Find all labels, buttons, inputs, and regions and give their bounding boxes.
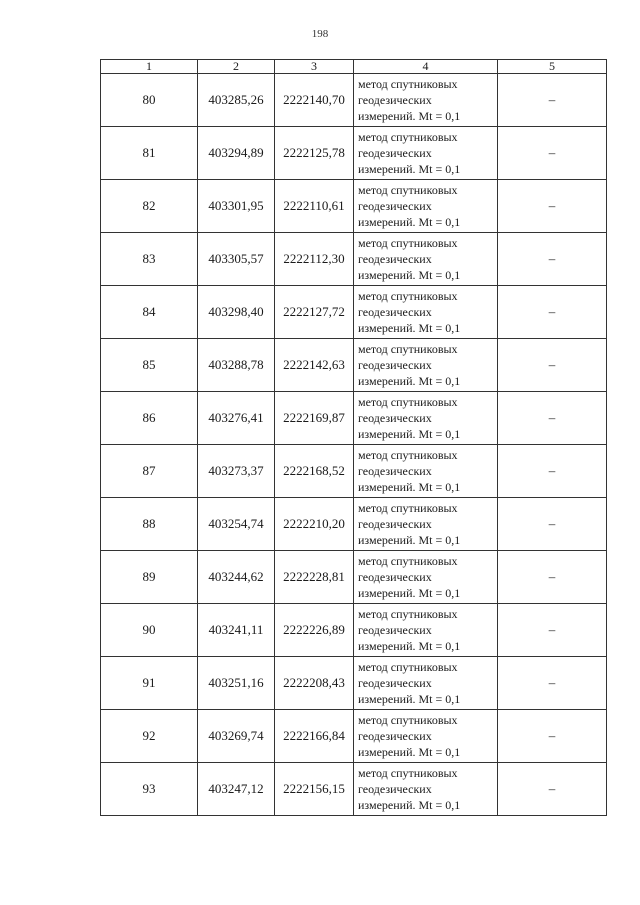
table-row: [101, 551, 607, 604]
y-coordinate: 2222142,63: [283, 357, 345, 372]
y-coordinate-cell: [275, 74, 354, 127]
x-coordinate: 403247,12: [208, 781, 264, 796]
table-row: [101, 286, 607, 339]
x-coordinate-cell: [198, 710, 275, 763]
x-coordinate: 403251,16: [208, 675, 264, 690]
method-line-1: метод спутниковых: [358, 766, 458, 780]
method-line-2: геодезических: [358, 146, 432, 160]
method-line-1: метод спутниковых: [358, 395, 458, 409]
note-cell: [498, 233, 607, 286]
point-number: 93: [142, 781, 156, 796]
method-line-3: измерений. Mt = 0,1: [358, 639, 461, 653]
header-cell-3: 3: [275, 60, 354, 74]
method-line-1: метод спутниковых: [358, 342, 458, 356]
method-cell: [354, 286, 498, 339]
y-coordinate-cell: [275, 339, 354, 392]
point-number-cell: [101, 74, 198, 127]
method-line-2: геодезических: [358, 729, 432, 743]
x-coordinate-cell: [198, 286, 275, 339]
x-coordinate-cell: [198, 604, 275, 657]
y-coordinate-cell: [275, 763, 354, 816]
point-number-cell: [101, 127, 198, 180]
method-cell: [354, 74, 498, 127]
y-coordinate-cell: [275, 127, 354, 180]
method-line-2: геодезических: [358, 199, 432, 213]
point-number-cell: [101, 657, 198, 710]
note-cell: [498, 657, 607, 710]
table-row: [101, 392, 607, 445]
x-coordinate: 403294,89: [208, 145, 264, 160]
note-cell: [498, 498, 607, 551]
x-coordinate: 403254,74: [208, 516, 264, 531]
method-cell: [354, 604, 498, 657]
table-row: [101, 339, 607, 392]
method-line-3: измерений. Mt = 0,1: [358, 533, 461, 547]
note-cell: [498, 445, 607, 498]
x-coordinate: 403305,57: [208, 251, 264, 266]
y-coordinate: 2222169,87: [283, 410, 345, 425]
point-number-cell: [101, 445, 198, 498]
point-number: 92: [142, 728, 156, 743]
point-number-cell: [101, 498, 198, 551]
point-number-cell: [101, 763, 198, 816]
y-coordinate-cell: [275, 286, 354, 339]
x-coordinate: 403298,40: [208, 304, 264, 319]
y-coordinate: 2222210,20: [283, 516, 345, 531]
method-cell: [354, 233, 498, 286]
note-value: –: [548, 728, 556, 743]
note-cell: [498, 127, 607, 180]
point-number-cell: [101, 286, 198, 339]
point-number-cell: [101, 604, 198, 657]
x-coordinate-cell: [198, 498, 275, 551]
header-cell-1: 1: [101, 60, 198, 74]
method-line-3: измерений. Mt = 0,1: [358, 215, 461, 229]
note-value: –: [548, 198, 556, 213]
method-cell: [354, 127, 498, 180]
header-cell-5: 5: [498, 60, 607, 74]
note-value: –: [548, 675, 556, 690]
method-line-3: измерений. Mt = 0,1: [358, 427, 461, 441]
note-cell: [498, 286, 607, 339]
page-number: 198: [311, 28, 329, 40]
x-coordinate-cell: [198, 392, 275, 445]
x-coordinate-cell: [198, 74, 275, 127]
note-cell: [498, 551, 607, 604]
point-number: 82: [142, 198, 156, 213]
x-coordinate: 403285,26: [208, 92, 264, 107]
method-line-3: измерений. Mt = 0,1: [358, 692, 461, 706]
note-value: –: [548, 410, 556, 425]
note-value: –: [548, 251, 556, 266]
note-value: –: [548, 304, 556, 319]
method-line-3: измерений. Mt = 0,1: [358, 798, 461, 812]
method-line-1: метод спутниковых: [358, 554, 458, 568]
note-value: –: [548, 92, 556, 107]
y-coordinate-cell: [275, 445, 354, 498]
x-coordinate: 403276,41: [208, 410, 264, 425]
y-coordinate-cell: [275, 604, 354, 657]
y-coordinate: 2222156,15: [283, 781, 345, 796]
method-cell: [354, 180, 498, 233]
method-line-2: геодезических: [358, 252, 432, 266]
point-number: 86: [142, 410, 156, 425]
method-cell: [354, 763, 498, 816]
x-coordinate-cell: [198, 339, 275, 392]
method-line-3: измерений. Mt = 0,1: [358, 586, 461, 600]
point-number: 91: [142, 675, 156, 690]
point-number: 81: [142, 145, 156, 160]
method-line-1: метод спутниковых: [358, 236, 458, 250]
method-line-2: геодезических: [358, 676, 432, 690]
note-cell: [498, 710, 607, 763]
method-line-1: метод спутниковых: [358, 713, 458, 727]
point-number: 89: [142, 569, 156, 584]
y-coordinate: 2222112,30: [283, 251, 345, 266]
method-line-2: геодезических: [358, 517, 432, 531]
x-coordinate-cell: [198, 657, 275, 710]
table-row: [101, 180, 607, 233]
method-line-3: измерений. Mt = 0,1: [358, 480, 461, 494]
method-line-3: измерений. Mt = 0,1: [358, 374, 461, 388]
x-coordinate-cell: [198, 763, 275, 816]
y-coordinate: 2222226,89: [283, 622, 345, 637]
method-line-1: метод спутниковых: [358, 289, 458, 303]
point-number-cell: [101, 339, 198, 392]
y-coordinate-cell: [275, 657, 354, 710]
method-line-3: измерений. Mt = 0,1: [358, 109, 461, 123]
point-number: 80: [142, 92, 156, 107]
x-coordinate: 403273,37: [208, 463, 264, 478]
method-line-3: измерений. Mt = 0,1: [358, 321, 461, 335]
point-number: 90: [142, 622, 156, 637]
y-coordinate-cell: [275, 551, 354, 604]
coordinates-table: [100, 59, 607, 816]
method-cell: [354, 657, 498, 710]
point-number: 83: [142, 251, 156, 266]
note-value: –: [548, 516, 556, 531]
method-line-1: метод спутниковых: [358, 660, 458, 674]
method-cell: [354, 498, 498, 551]
note-cell: [498, 180, 607, 233]
note-cell: [498, 604, 607, 657]
x-coordinate-cell: [198, 233, 275, 286]
y-coordinate: 2222166,84: [283, 728, 345, 743]
header-cell-2: 2: [198, 60, 275, 74]
x-coordinate-cell: [198, 445, 275, 498]
note-value: –: [548, 145, 556, 160]
y-coordinate-cell: [275, 710, 354, 763]
note-cell: [498, 392, 607, 445]
x-coordinate: 403244,62: [208, 569, 264, 584]
point-number-cell: [101, 180, 198, 233]
method-line-1: метод спутниковых: [358, 130, 458, 144]
method-line-3: измерений. Mt = 0,1: [358, 162, 461, 176]
method-line-2: геодезических: [358, 358, 432, 372]
method-cell: [354, 551, 498, 604]
table-row: [101, 763, 607, 816]
method-line-1: метод спутниковых: [358, 448, 458, 462]
y-coordinate: 2222125,78: [283, 145, 345, 160]
method-line-2: геодезических: [358, 782, 432, 796]
x-coordinate: 403269,74: [208, 728, 264, 743]
point-number-cell: [101, 710, 198, 763]
table-row: [101, 127, 607, 180]
y-coordinate-cell: [275, 180, 354, 233]
y-coordinate: 2222168,52: [283, 463, 345, 478]
y-coordinate-cell: [275, 498, 354, 551]
method-line-3: измерений. Mt = 0,1: [358, 745, 461, 759]
x-coordinate-cell: [198, 127, 275, 180]
note-value: –: [548, 622, 556, 637]
y-coordinate: 2222127,72: [283, 304, 345, 319]
x-coordinate: 403241,11: [208, 622, 264, 637]
note-value: –: [548, 569, 556, 584]
header-row: [101, 60, 607, 74]
point-number-cell: [101, 551, 198, 604]
table-row: [101, 233, 607, 286]
method-line-1: метод спутниковых: [358, 501, 458, 515]
method-line-3: измерений. Mt = 0,1: [358, 268, 461, 282]
header-cell-4: 4: [354, 60, 498, 74]
method-cell: [354, 445, 498, 498]
method-line-1: метод спутниковых: [358, 607, 458, 621]
y-coordinate: 2222110,61: [283, 198, 345, 213]
y-coordinate: 2222228,81: [283, 569, 345, 584]
note-value: –: [548, 781, 556, 796]
method-cell: [354, 710, 498, 763]
method-line-2: геодезических: [358, 93, 432, 107]
table-row: [101, 498, 607, 551]
x-coordinate: 403301,95: [208, 198, 264, 213]
table-row: [101, 445, 607, 498]
table-row: [101, 604, 607, 657]
note-cell: [498, 763, 607, 816]
point-number: 87: [142, 463, 156, 478]
note-value: –: [548, 463, 556, 478]
table-row: [101, 74, 607, 127]
method-line-2: геодезических: [358, 464, 432, 478]
table-row: [101, 657, 607, 710]
y-coordinate: 2222140,70: [283, 92, 345, 107]
y-coordinate: 2222208,43: [283, 675, 345, 690]
method-line-1: метод спутниковых: [358, 77, 458, 91]
note-cell: [498, 74, 607, 127]
method-line-2: геодезических: [358, 623, 432, 637]
point-number: 85: [142, 357, 156, 372]
x-coordinate: 403288,78: [208, 357, 264, 372]
point-number: 84: [142, 304, 156, 319]
x-coordinate-cell: [198, 551, 275, 604]
point-number-cell: [101, 392, 198, 445]
point-number-cell: [101, 233, 198, 286]
note-value: –: [548, 357, 556, 372]
y-coordinate-cell: [275, 392, 354, 445]
method-cell: [354, 339, 498, 392]
method-line-2: геодезических: [358, 305, 432, 319]
x-coordinate-cell: [198, 180, 275, 233]
point-number: 88: [142, 516, 156, 531]
y-coordinate-cell: [275, 233, 354, 286]
method-cell: [354, 392, 498, 445]
method-line-2: геодезических: [358, 570, 432, 584]
method-line-2: геодезических: [358, 411, 432, 425]
note-cell: [498, 339, 607, 392]
table-row: [101, 710, 607, 763]
method-line-1: метод спутниковых: [358, 183, 458, 197]
table-body: [101, 74, 607, 816]
